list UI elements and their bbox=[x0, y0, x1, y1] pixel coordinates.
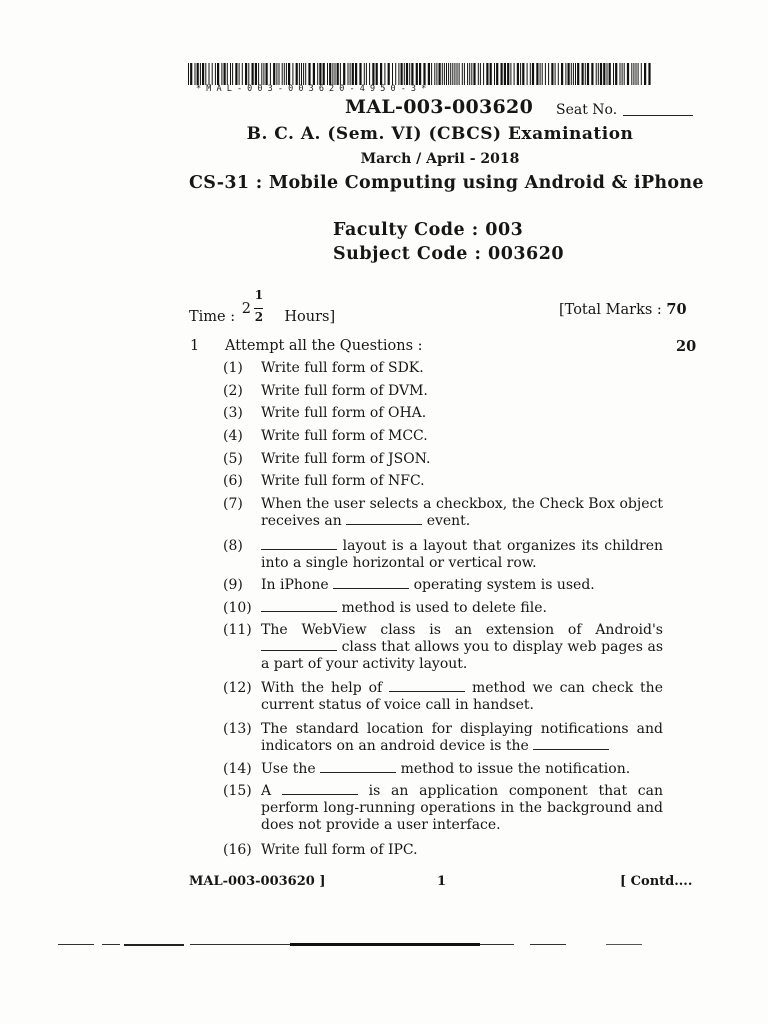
barcode-bar bbox=[467, 63, 468, 85]
barcode-bar bbox=[319, 63, 321, 85]
barcode-bar bbox=[478, 63, 479, 85]
barcode-bar bbox=[446, 63, 447, 85]
barcode-bar bbox=[615, 63, 617, 85]
question-item bbox=[223, 577, 663, 594]
question-item-number: (8) bbox=[223, 538, 243, 554]
question-item-text-before: Write full form of DVM. bbox=[261, 383, 428, 399]
barcode-bar bbox=[464, 63, 465, 85]
barcode-bar bbox=[585, 63, 586, 85]
question-item-text-before: The WebView class is an extension of Android's bbox=[261, 622, 663, 638]
barcode-bar bbox=[609, 63, 611, 85]
barcode-bar bbox=[568, 63, 570, 85]
question-item-number: (7) bbox=[223, 496, 243, 512]
barcode-bar bbox=[591, 63, 593, 85]
question-item bbox=[223, 360, 663, 377]
barcode-bar bbox=[494, 63, 495, 85]
barcode-bar bbox=[603, 63, 605, 85]
question-item-text bbox=[261, 451, 663, 468]
question-item-number: (12) bbox=[223, 680, 252, 696]
barcode-bar bbox=[355, 63, 357, 85]
barcode-bar bbox=[279, 63, 280, 85]
question-item-text bbox=[261, 842, 663, 859]
time-duration bbox=[189, 288, 336, 325]
barcode-bar bbox=[292, 63, 293, 85]
barcode-bar bbox=[504, 63, 506, 85]
barcode-bar bbox=[388, 63, 390, 85]
seat-number-label: Seat No. bbox=[556, 102, 618, 118]
barcode-bar bbox=[239, 63, 240, 85]
question-item-text-before: In iPhone bbox=[261, 577, 329, 593]
barcode-bar bbox=[245, 63, 247, 85]
question-item-text bbox=[261, 496, 663, 530]
question-item-text bbox=[261, 783, 663, 834]
barcode-bar bbox=[540, 63, 541, 85]
barcode-bar bbox=[305, 63, 306, 85]
fill-in-blank bbox=[333, 578, 409, 589]
question-item-number: (11) bbox=[223, 622, 252, 638]
exam-title: B. C. A. (Sem. VI) (CBCS) Examination bbox=[246, 124, 634, 144]
question-item bbox=[223, 680, 663, 714]
barcode-bar bbox=[520, 63, 521, 85]
barcode-bar bbox=[329, 63, 331, 85]
time-denominator: 2 bbox=[254, 310, 264, 324]
question-item-text bbox=[261, 600, 663, 617]
question-item-number: (15) bbox=[223, 783, 252, 799]
barcode-bar bbox=[350, 63, 351, 85]
barcode-bar bbox=[532, 63, 534, 85]
question-item-text-after: operating system is used. bbox=[413, 577, 595, 593]
barcode-bar bbox=[366, 63, 367, 85]
barcode-bar bbox=[242, 63, 243, 85]
question-item bbox=[223, 721, 663, 755]
question-item bbox=[223, 761, 663, 778]
barcode-bar bbox=[587, 63, 589, 85]
barcode-bar bbox=[348, 63, 349, 85]
barcode-bar bbox=[558, 63, 559, 85]
barcode-bar bbox=[232, 63, 233, 85]
barcode-bar bbox=[266, 63, 268, 85]
barcode-bar bbox=[200, 63, 201, 85]
barcode-bar bbox=[258, 63, 259, 85]
fill-in-blank bbox=[389, 681, 465, 692]
barcode-bar bbox=[490, 63, 492, 85]
barcode-bar bbox=[288, 63, 290, 85]
barcode-bar bbox=[624, 63, 625, 85]
barcode-bar bbox=[270, 63, 271, 85]
question-item-text bbox=[261, 577, 663, 594]
barcode-bar bbox=[613, 63, 614, 85]
barcode-bar bbox=[423, 63, 425, 85]
question-item-text-before: Write full form of MCC. bbox=[261, 428, 428, 444]
question-item-text-before: Write full form of IPC. bbox=[261, 842, 418, 858]
barcode-bar bbox=[542, 63, 543, 85]
barcode-bar bbox=[469, 63, 470, 85]
question-item bbox=[223, 383, 663, 400]
fill-in-blank bbox=[533, 739, 609, 750]
barcode-bar bbox=[473, 63, 475, 85]
barcode-bar bbox=[439, 63, 441, 85]
barcode-bar bbox=[607, 63, 608, 85]
barcode-bar bbox=[457, 63, 458, 85]
footer-paper-code: MAL-003-003620 ] bbox=[189, 874, 326, 889]
question-number: 1 bbox=[190, 338, 200, 354]
barcode-bar bbox=[384, 63, 385, 85]
question-item-text bbox=[261, 473, 663, 490]
barcode-bar bbox=[545, 63, 546, 85]
question-item-text-before: The standard location for displaying notifications and indicators on an android device is the bbox=[261, 721, 663, 754]
barcode-bar bbox=[510, 63, 511, 85]
barcode-bar bbox=[622, 63, 623, 85]
barcode-bar bbox=[577, 63, 579, 85]
barcode-bar bbox=[217, 63, 219, 85]
barcode-bar bbox=[434, 63, 435, 85]
barcode-bar bbox=[419, 63, 421, 85]
question-marks: 20 bbox=[676, 338, 697, 355]
barcode-bar bbox=[561, 63, 563, 85]
barcode-bar bbox=[571, 63, 572, 85]
barcode-bar bbox=[471, 63, 472, 85]
question-item-text-after: event. bbox=[426, 513, 471, 529]
barcode-bar bbox=[507, 63, 509, 85]
barcode-bar bbox=[301, 63, 302, 85]
barcode-bar bbox=[404, 63, 405, 85]
question-item-text-after: class that allows you to display web pages as a part of your activity layout. bbox=[261, 639, 664, 672]
question-item-text-before: Use the bbox=[261, 761, 316, 777]
barcode-bar bbox=[317, 63, 318, 85]
scan-line bbox=[124, 944, 184, 946]
question-item-text-before: When the user selects a checkbox, the Check Box object receives an bbox=[261, 496, 663, 529]
barcode-bar bbox=[343, 63, 345, 85]
question-item-text-after: method is used to delete file. bbox=[341, 600, 547, 616]
barcode-bar bbox=[565, 63, 566, 85]
barcode-bar bbox=[335, 63, 336, 85]
barcode-bar bbox=[313, 63, 315, 85]
barcode-bar bbox=[452, 63, 453, 85]
barcode-bar bbox=[648, 63, 650, 85]
question-item-number: (10) bbox=[223, 600, 252, 616]
question-item-text-before: Write full form of JSON. bbox=[261, 451, 431, 467]
question-item bbox=[223, 405, 663, 422]
barcode-bar bbox=[401, 63, 403, 85]
barcode-bar bbox=[188, 63, 189, 85]
barcode-bar bbox=[284, 63, 285, 85]
barcode-bar bbox=[282, 63, 283, 85]
barcode-bar bbox=[395, 63, 396, 85]
question-item bbox=[223, 842, 663, 859]
barcode-bar bbox=[337, 63, 339, 85]
question-item-text bbox=[261, 622, 663, 673]
question-item-number: (14) bbox=[223, 761, 252, 777]
barcode-bar bbox=[376, 63, 378, 85]
question-item bbox=[223, 783, 663, 834]
barcode-bar bbox=[514, 63, 515, 85]
barcode-bar bbox=[517, 63, 519, 85]
barcode-bar bbox=[480, 63, 481, 85]
question-item-number: (2) bbox=[223, 383, 243, 399]
barcode-bar bbox=[255, 63, 257, 85]
question-item-text bbox=[261, 405, 663, 422]
question-item bbox=[223, 538, 663, 572]
fill-in-blank bbox=[320, 762, 396, 773]
question-item-text-before: Write full form of SDK. bbox=[261, 360, 424, 376]
question-item-text bbox=[261, 360, 663, 377]
barcode-bar bbox=[303, 63, 304, 85]
barcode-bar bbox=[444, 63, 445, 85]
barcode-bar bbox=[483, 63, 484, 85]
question-item-number: (1) bbox=[223, 360, 243, 376]
barcode-bar bbox=[536, 63, 538, 85]
continued-label: [ Contd.... bbox=[620, 874, 693, 889]
barcode-bar bbox=[596, 63, 597, 85]
question-item-number: (4) bbox=[223, 428, 243, 444]
scan-line bbox=[58, 944, 94, 945]
question-item-text-after: method we can check the current status of voice call in handset. bbox=[261, 680, 663, 713]
question-item-text bbox=[261, 761, 663, 778]
barcode-bar bbox=[224, 63, 226, 85]
barcode-bar bbox=[501, 63, 503, 85]
barcode-bar bbox=[644, 63, 646, 85]
question-instruction: Attempt all the Questions : bbox=[225, 338, 423, 354]
barcode-text: * M A L - 0 0 3 - 0 0 3 6 2 0 - 4 9 5 0 - 3 * bbox=[196, 84, 427, 94]
barcode-bar bbox=[598, 63, 599, 85]
question-item bbox=[223, 428, 663, 445]
barcode-bar bbox=[252, 63, 254, 85]
barcode-bar bbox=[263, 63, 264, 85]
barcode-bar bbox=[486, 63, 488, 85]
barcode-bar bbox=[573, 63, 574, 85]
barcode-bar bbox=[369, 63, 370, 85]
barcode-bar bbox=[454, 63, 455, 85]
time-label: Time : bbox=[189, 309, 236, 325]
barcode-bar bbox=[332, 63, 333, 85]
barcode-bar bbox=[195, 63, 196, 85]
barcode-bar bbox=[308, 63, 310, 85]
course-title: CS-31 : Mobile Computing using Android & iPhone bbox=[189, 173, 704, 193]
barcode-bar bbox=[555, 63, 556, 85]
time-whole: 2 bbox=[241, 301, 251, 317]
subject-code: Subject Code : 003620 bbox=[333, 244, 565, 264]
question-item-number: (13) bbox=[223, 721, 252, 737]
question-item-text bbox=[261, 680, 663, 714]
barcode-bar bbox=[631, 63, 632, 85]
barcode-bar bbox=[296, 63, 298, 85]
barcode-bar bbox=[230, 63, 231, 85]
barcode-bar bbox=[286, 63, 287, 85]
scan-line bbox=[480, 944, 514, 945]
barcode-bar bbox=[409, 63, 410, 85]
barcode-bar bbox=[364, 63, 365, 85]
barcode-bar bbox=[227, 63, 228, 85]
barcode-bar bbox=[235, 63, 237, 85]
total-marks bbox=[559, 301, 687, 318]
question-item-text-before: A bbox=[261, 783, 272, 799]
fill-in-blank bbox=[261, 539, 337, 550]
question-item-text bbox=[261, 538, 663, 572]
time-fraction bbox=[240, 288, 280, 324]
barcode bbox=[188, 63, 652, 85]
scan-line bbox=[606, 944, 642, 945]
page-number: 1 bbox=[437, 874, 447, 889]
barcode-bar bbox=[636, 63, 637, 85]
barcode-bar bbox=[582, 63, 584, 85]
barcode-bar bbox=[215, 63, 216, 85]
total-marks-value: 70 bbox=[666, 301, 687, 318]
question-item bbox=[223, 622, 663, 673]
barcode-bar bbox=[299, 63, 300, 85]
barcode-bar bbox=[462, 63, 463, 85]
question-item-text-after: is an application component that can perform long-running operations in the background and does not provide a user interface. bbox=[261, 783, 664, 833]
barcode-bar bbox=[496, 63, 498, 85]
barcode-bar bbox=[372, 63, 374, 85]
question-item-number: (6) bbox=[223, 473, 243, 489]
barcode-bar bbox=[548, 63, 549, 85]
barcode-bar bbox=[248, 63, 249, 85]
barcode-bar bbox=[212, 63, 213, 85]
barcode-bar bbox=[323, 63, 325, 85]
barcode-bar bbox=[190, 63, 192, 85]
barcode-bar bbox=[530, 63, 531, 85]
question-item-number: (3) bbox=[223, 405, 243, 421]
fill-in-blank bbox=[346, 514, 422, 525]
time-numerator: 1 bbox=[254, 288, 264, 302]
question-item-text bbox=[261, 428, 663, 445]
question-item-number: (9) bbox=[223, 577, 243, 593]
barcode-bar bbox=[411, 63, 413, 85]
faculty-code: Faculty Code : 003 bbox=[333, 220, 524, 240]
fill-in-blank bbox=[261, 601, 337, 612]
question-item-number: (16) bbox=[223, 842, 252, 858]
barcode-bar bbox=[600, 63, 602, 85]
barcode-bar bbox=[575, 63, 576, 85]
paper-code: MAL-003-003620 bbox=[345, 96, 534, 118]
barcode-bar bbox=[416, 63, 418, 85]
barcode-bar bbox=[428, 63, 430, 85]
barcode-bar bbox=[436, 63, 437, 85]
question-item bbox=[223, 600, 663, 617]
barcode-bar bbox=[641, 63, 642, 85]
barcode-bar bbox=[205, 63, 206, 85]
question-item bbox=[223, 473, 663, 490]
barcode-bar bbox=[276, 63, 277, 85]
barcode-bar bbox=[197, 63, 199, 85]
barcode-bar bbox=[459, 63, 460, 85]
barcode-bar bbox=[450, 63, 451, 85]
barcode-bar bbox=[202, 63, 204, 85]
question-item-text bbox=[261, 721, 663, 755]
scan-line bbox=[290, 943, 480, 946]
question-item-text-after: method to issue the notification. bbox=[400, 761, 631, 777]
scan-line bbox=[190, 944, 290, 945]
barcode-bar bbox=[352, 63, 354, 85]
question-item bbox=[223, 496, 663, 530]
barcode-bar bbox=[359, 63, 361, 85]
fill-in-blank bbox=[261, 640, 337, 651]
barcode-bar bbox=[442, 63, 443, 85]
question-item bbox=[223, 451, 663, 468]
question-item-text-before: With the help of bbox=[261, 680, 383, 696]
barcode-bar bbox=[638, 63, 639, 85]
barcode-bar bbox=[380, 63, 382, 85]
barcode-bar bbox=[620, 63, 621, 85]
scan-line bbox=[530, 944, 566, 945]
fill-in-blank bbox=[282, 784, 358, 795]
barcode-bar bbox=[221, 63, 222, 85]
barcode-bar bbox=[448, 63, 449, 85]
barcode-bar bbox=[392, 63, 393, 85]
fraction-bar bbox=[254, 308, 263, 309]
question-item-text-after: layout is a layout that organizes its children into a single horizontal or vertical row. bbox=[261, 538, 663, 571]
barcode-bar bbox=[327, 63, 328, 85]
barcode-bar bbox=[209, 63, 210, 85]
barcode-bar bbox=[273, 63, 275, 85]
question-item-text-before: Write full form of OHA. bbox=[261, 405, 427, 421]
exam-date: March / April - 2018 bbox=[360, 151, 520, 167]
barcode-bar bbox=[522, 63, 524, 85]
barcode-bar bbox=[527, 63, 528, 85]
barcode-bar bbox=[431, 63, 432, 85]
scan-line bbox=[102, 944, 120, 945]
question-item-text-before: Write full form of NFC. bbox=[261, 473, 425, 489]
barcode-bar bbox=[627, 63, 629, 85]
seat-number-blank bbox=[623, 115, 693, 116]
barcode-bar bbox=[398, 63, 399, 85]
barcode-bar bbox=[633, 63, 634, 85]
total-marks-label: [Total Marks : bbox=[559, 302, 662, 318]
barcode-bar bbox=[261, 63, 262, 85]
barcode-bar bbox=[551, 63, 553, 85]
barcode-bar bbox=[340, 63, 341, 85]
question-item-number: (5) bbox=[223, 451, 243, 467]
question-item-text bbox=[261, 383, 663, 400]
time-unit: Hours] bbox=[284, 309, 336, 325]
barcode-bar bbox=[406, 63, 408, 85]
